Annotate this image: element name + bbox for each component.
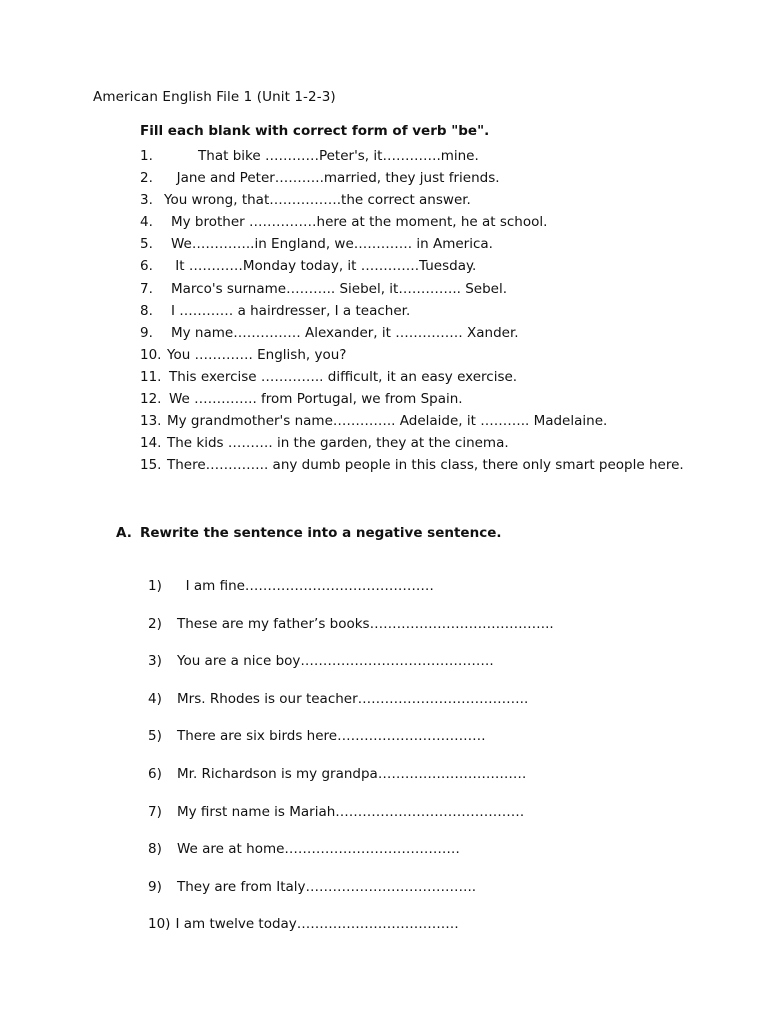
item-sentence: I am fine…………………………………… (177, 578, 434, 594)
negative-sentence-item (148, 839, 554, 877)
exercise-number: 10. (140, 346, 162, 363)
exercise-sentence: It …………Monday today, it ………….Tuesday. (171, 258, 477, 275)
fill-blank-exercise-list (140, 145, 684, 476)
item-sentence: I am twelve today……………………………… (175, 916, 459, 933)
exercise-number: 6. (140, 258, 153, 275)
item-sentence: Mr. Richardson is my grandpa…………………………… (177, 765, 527, 782)
exercise-number: 5. (140, 236, 153, 253)
exercise-sentence: This exercise ………….. difficult, it an easy exercise. (169, 368, 518, 385)
exercise-sentence: My grandmother's name………….. Adelaide, it ……….. Madelaine. (167, 413, 608, 430)
exercise-number: 13. (140, 413, 162, 430)
exercise-number: 9. (140, 324, 153, 341)
negative-sentence-item (148, 651, 554, 689)
item-sentence: Mrs. Rhodes is our teacher……………………………….. (177, 690, 529, 707)
negative-sentence-item (148, 914, 554, 952)
exercise-item (140, 189, 684, 211)
exercise-number: 7. (140, 280, 153, 297)
exercise-number: 12. (140, 391, 162, 408)
exercise-number: 3. (140, 192, 153, 209)
section-heading-text: Rewrite the sentence into a negative sentence. (140, 525, 502, 541)
exercise-item (140, 432, 684, 454)
exercise-number: 2. (140, 170, 153, 187)
item-number: 7) (148, 803, 162, 820)
item-number: 9) (148, 878, 162, 895)
exercise-sentence: I ………… a hairdresser, I a teacher. (171, 302, 411, 319)
negative-sentence-item (148, 802, 554, 840)
exercise-number: 4. (140, 214, 153, 231)
item-number: 2) (148, 615, 162, 632)
exercise-item (140, 233, 684, 255)
exercise-item (140, 145, 684, 167)
item-number: 10) (148, 916, 171, 933)
exercise-item (140, 344, 684, 366)
exercise-number: 15. (140, 457, 162, 474)
item-number: 5) (148, 728, 162, 745)
exercise-sentence: Jane and Peter………..married, they just friends. (168, 170, 500, 187)
exercise-item (140, 255, 684, 277)
exercise-sentence: My name…………… Alexander, it …………… Xander. (171, 324, 519, 341)
exercise-sentence: Marco's surname……….. Siebel, it………….. Sebel. (171, 280, 507, 297)
exercise-sentence: There………….. any dumb people in this class, there only smart people here. (167, 457, 684, 474)
item-number: 6) (148, 765, 162, 782)
exercise-item (140, 454, 684, 476)
item-sentence: My first name is Mariah…………………………………… (177, 803, 525, 820)
exercise-number: 8. (140, 302, 153, 319)
fill-blank-instructions: Fill each blank with correct form of verb "be". (140, 123, 490, 139)
item-sentence: These are my father’s books………………………………….. (177, 615, 554, 632)
negative-sentence-item (148, 689, 554, 727)
exercise-item (140, 211, 684, 233)
document-title: American English File 1 (Unit 1-2-3) (93, 89, 336, 105)
item-sentence: There are six birds here…………………………… (177, 728, 486, 745)
exercise-item (140, 167, 684, 189)
item-sentence: We are at home………………………………… (177, 841, 460, 858)
exercise-sentence: That bike …………Peter's, it………….mine. (168, 148, 479, 164)
item-number: 8) (148, 841, 162, 858)
negative-sentence-item (148, 576, 554, 614)
item-number: 1) (148, 578, 162, 594)
exercise-item (140, 322, 684, 344)
exercise-sentence: You wrong, that…………….the correct answer. (164, 192, 471, 209)
exercise-sentence: My brother ……………here at the moment, he at school. (171, 214, 548, 231)
exercise-number: 14. (140, 435, 162, 452)
negative-sentence-item (148, 764, 554, 802)
exercise-item (140, 300, 684, 322)
item-sentence: You are a nice boy……………………………………. (177, 653, 494, 670)
negative-sentence-item (148, 614, 554, 652)
negative-sentence-instructions (116, 525, 501, 541)
item-number: 3) (148, 653, 162, 670)
exercise-sentence: We…………..in England, we…………. in America. (171, 236, 493, 253)
negative-sentence-item (148, 726, 554, 764)
exercise-item (140, 388, 684, 410)
item-number: 4) (148, 690, 162, 707)
exercise-sentence: We ………….. from Portugal, we from Spain. (169, 391, 463, 408)
negative-sentence-list (148, 576, 554, 952)
exercise-number: 1. (140, 148, 153, 164)
exercise-number: 11. (140, 368, 162, 385)
exercise-item (140, 278, 684, 300)
exercise-sentence: The kids ………. in the garden, they at the cinema. (167, 435, 509, 452)
section-letter: A. (116, 525, 132, 541)
exercise-item (140, 366, 684, 388)
item-sentence: They are from Italy……………………………….. (177, 878, 477, 895)
negative-sentence-item (148, 877, 554, 915)
exercise-sentence: You …………. English, you? (167, 346, 347, 363)
exercise-item (140, 410, 684, 432)
